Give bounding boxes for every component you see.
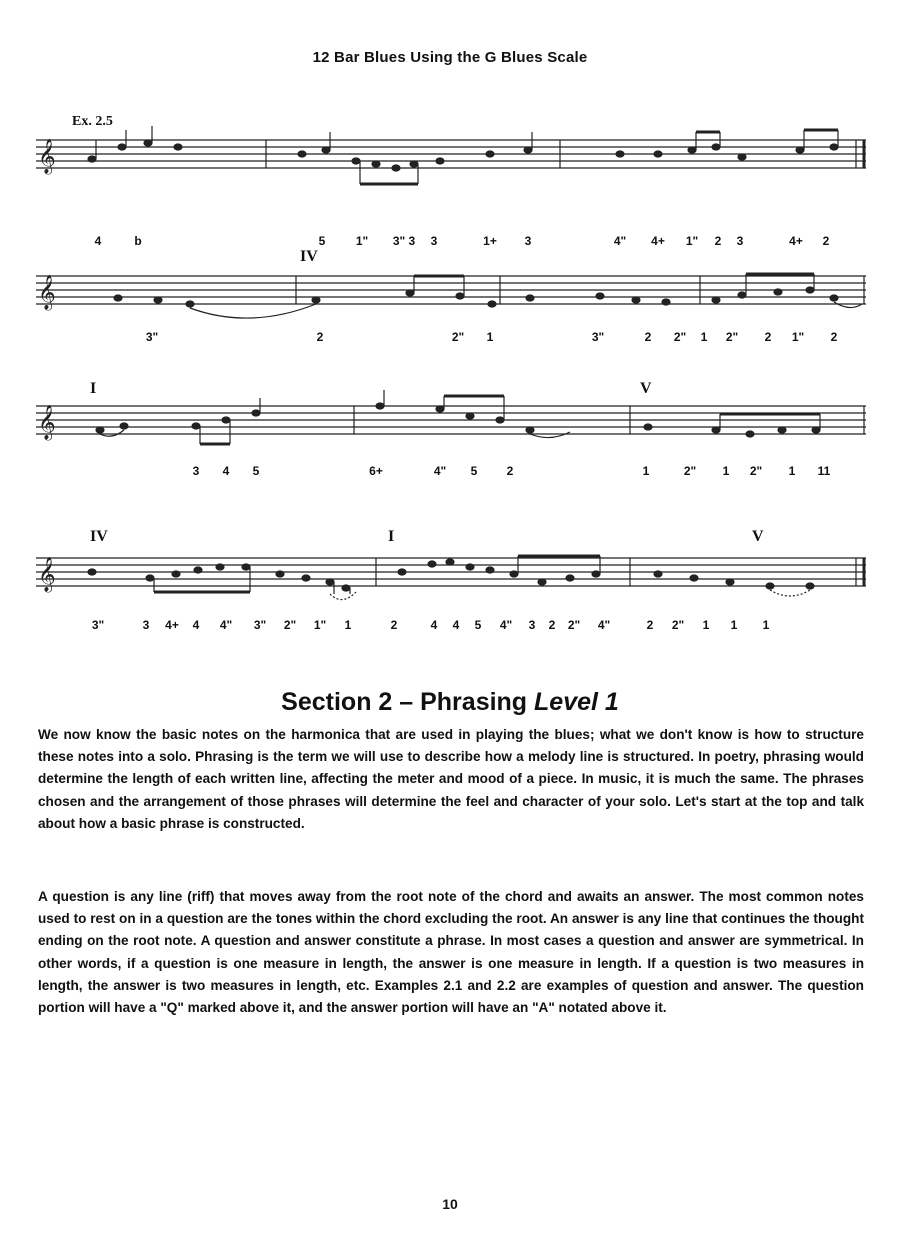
- fingering: 2": [671, 618, 685, 632]
- fingering: 2: [316, 330, 324, 344]
- fingering: 2: [822, 234, 830, 248]
- fingering: 5: [474, 618, 482, 632]
- fingering-row: [30, 330, 870, 348]
- music-system: [30, 378, 870, 528]
- svg-text:𝄞: 𝄞: [38, 557, 56, 592]
- fingering: 4": [499, 618, 513, 632]
- section-heading: [0, 688, 900, 717]
- fingering: 1: [344, 618, 352, 632]
- fingering: 3": [91, 618, 105, 632]
- fingering: 1: [722, 464, 730, 478]
- fingering: 2: [830, 330, 838, 344]
- fingering: 4+: [651, 234, 665, 248]
- fingering: 2: [548, 618, 556, 632]
- chord-label: IV: [90, 528, 108, 545]
- fingering: 4+: [165, 618, 179, 632]
- fingering: 5: [318, 234, 326, 248]
- fingering: 4": [219, 618, 233, 632]
- chord-label: I: [388, 528, 395, 545]
- fingering: 4: [94, 234, 102, 248]
- fingering: 1": [355, 234, 369, 248]
- chord-label: V: [640, 380, 652, 397]
- chord-label: I: [90, 380, 97, 397]
- fingering: 2: [764, 330, 772, 344]
- fingering: 11: [817, 464, 831, 478]
- fingering: 2": [451, 330, 465, 344]
- fingering: 3: [142, 618, 150, 632]
- fingering: 1: [702, 618, 710, 632]
- fingering: 1": [791, 330, 805, 344]
- fingering: 2": [725, 330, 739, 344]
- body-paragraph: We now know the basic notes on the harmonica that are used in playing the blues; what we don't know is how to structure these notes into a solo. Phrasing is the term we will use to describe how a melody line is structured. In poetry, phrasing would determine the length of each written line, affecting the meter and mood of a piece. In music, it is much the same. The phrases chosen and the arrangement of those phrases will determine the feel and character of your solo. Let's start at the top and talk about how a basic phrase is constructed.: [38, 727, 864, 831]
- fingering: 3: [192, 464, 200, 478]
- fingering: 3": [145, 330, 159, 344]
- chord-label: IV: [300, 248, 318, 265]
- fingering: 4: [452, 618, 460, 632]
- fingering: 1: [788, 464, 796, 478]
- fingering: 4: [192, 618, 200, 632]
- body-paragraph: A question is any line (riff) that moves away from the root note of the chord and awaits an answer. The most common notes used to rest on in a question are the tones within the chord excluding the root. An answer is any line that continues the thought ending on the root note. A question and answer constitute a phrase. In most cases a question and answer are symmetrical. In other words, if a question is one measure in length, the answer is one measure in length. If a question is two measures in length, the answer is two measures in length, etc. Examples 2.1 and 2.2 are examples of question and answer. The question portion will have a "Q" marked above it, and the answer portion will have an "A" notated above it.: [38, 889, 864, 1016]
- fingering: 2": [749, 464, 763, 478]
- fingering: 1": [685, 234, 699, 248]
- fingering: 2": [567, 618, 581, 632]
- svg-text:𝄞: 𝄞: [38, 275, 56, 310]
- fingering: 5: [470, 464, 478, 478]
- fingering: 3": [591, 330, 605, 344]
- fingering: 4: [430, 618, 438, 632]
- svg-text:𝄞: 𝄞: [38, 405, 56, 440]
- fingering-row: [30, 618, 870, 636]
- fingering: 3: [524, 234, 532, 248]
- fingering: 1: [486, 330, 494, 344]
- music-staff: [30, 112, 870, 232]
- fingering-row: [30, 464, 870, 482]
- fingering: 3: [528, 618, 536, 632]
- fingering: 4": [433, 464, 447, 478]
- fingering: 1+: [483, 234, 497, 248]
- page-title: 12 Bar Blues Using the G Blues Scale: [312, 49, 588, 66]
- fingering: 1": [313, 618, 327, 632]
- fingering: 2": [683, 464, 697, 478]
- fingering: 2: [644, 330, 652, 344]
- fingering: 2: [714, 234, 722, 248]
- fingering: 2: [646, 618, 654, 632]
- fingering: 2": [283, 618, 297, 632]
- fingering: 2": [673, 330, 687, 344]
- page-number: 10: [442, 1196, 458, 1212]
- fingering: 4": [613, 234, 627, 248]
- music-system: [30, 522, 870, 672]
- fingering: 2: [506, 464, 514, 478]
- svg-text:𝄞: 𝄞: [38, 139, 56, 174]
- fingering: 1: [762, 618, 770, 632]
- fingering: 4+: [789, 234, 803, 248]
- music-system: [30, 240, 870, 390]
- chord-label: V: [752, 528, 764, 545]
- fingering: 2: [390, 618, 398, 632]
- fingering: 3: [430, 234, 438, 248]
- fingering: 3" 3: [392, 234, 416, 248]
- fingering: 1: [730, 618, 738, 632]
- section-heading-prefix: Section 2 – Phrasing: [281, 688, 535, 716]
- fingering: 6+: [369, 464, 383, 478]
- fingering: 4": [597, 618, 611, 632]
- section-heading-level: Level 1: [534, 688, 619, 716]
- fingering: b: [134, 234, 142, 248]
- example-label: Ex. 2.5: [72, 114, 113, 129]
- fingering: 1: [700, 330, 708, 344]
- fingering: 4: [222, 464, 230, 478]
- fingering: 1: [642, 464, 650, 478]
- fingering: 5: [252, 464, 260, 478]
- fingering: 3": [253, 618, 267, 632]
- fingering: 3: [736, 234, 744, 248]
